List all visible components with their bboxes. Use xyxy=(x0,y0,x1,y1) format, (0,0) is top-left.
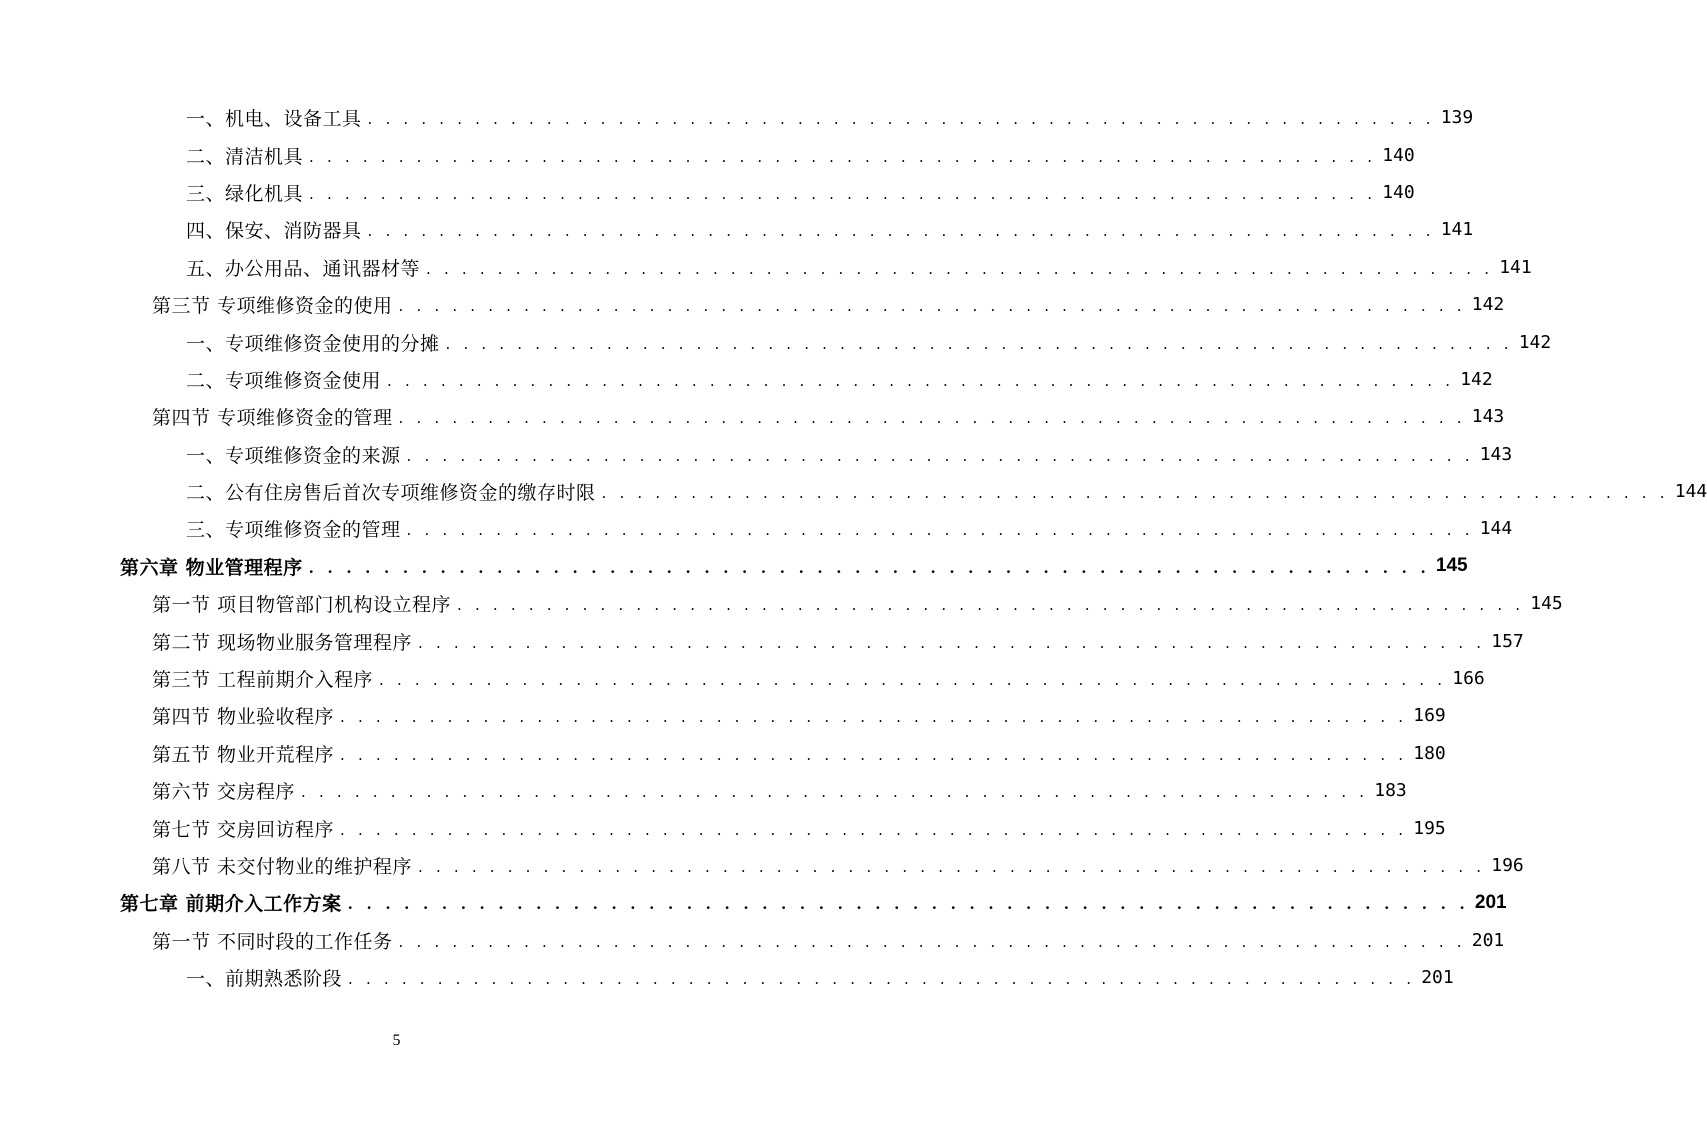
toc-dot-leader: . . . . . . . . . . . . . . . . . . . . . . . . . . . . . . . . . . . . . . . . . . . . . . . . . . . . . . . . . . . . xyxy=(340,708,1408,727)
toc-section-entry[interactable] xyxy=(0,585,1563,622)
toc-subsection-entry[interactable] xyxy=(0,174,1415,211)
toc-entry-title: 第一节 项目物管部门机构设立程序 xyxy=(152,594,452,617)
toc-entry-page: 180 xyxy=(1413,742,1446,764)
toc-entry-title: 第二节 现场物业服务管理程序 xyxy=(152,631,413,654)
toc-entry-title: 三、绿化机具 xyxy=(186,182,304,205)
toc-dot-leader: . . . . . . . . . . . . . . . . . . . . . . . . . . . . . . . . . . . . . . . . . . . . . . . . . . . . . . . . . . . . xyxy=(445,334,1513,353)
toc-entry-page: 144 xyxy=(1479,518,1513,540)
toc-entry-title: 一、机电、设备工具 xyxy=(186,108,362,131)
toc-dot-leader: . . . . . . . . . . . . . . . . . . . . . . . . . . . . . . . . . . . . . . . . . . . . . . . . . . . . . . . . . . . . xyxy=(347,895,1469,914)
toc-dot-leader: . . . . . . . . . . . . . . . . . . . . . . . . . . . . . . . . . . . . . . . . . . . . . . . . . . . . . . . . . . . . xyxy=(601,484,1669,503)
toc-chapter-entry[interactable] xyxy=(0,548,1468,585)
toc-section-entry[interactable] xyxy=(0,660,1485,697)
toc-subsection-entry[interactable] xyxy=(0,959,1454,996)
toc-entry-title: 三、专项维修资金的管理 xyxy=(186,519,401,542)
toc-subsection-entry[interactable] xyxy=(0,99,1474,136)
toc-entry-page: 195 xyxy=(1413,817,1446,839)
toc-dot-leader: . . . . . . . . . . . . . . . . . . . . . . . . . . . . . . . . . . . . . . . . . . . . . . . . . . . . . . . . . . . . xyxy=(301,783,1369,802)
toc-entry-title: 二、清洁机具 xyxy=(186,145,304,168)
toc-entry-title: 第四节 专项维修资金的管理 xyxy=(152,407,393,430)
toc-entry-page: 183 xyxy=(1374,780,1407,802)
toc-section-entry[interactable] xyxy=(0,809,1446,846)
toc-dot-leader: . . . . . . . . . . . . . . . . . . . . . . . . . . . . . . . . . . . . . . . . . . . . . . . . . . . . . . . . . . . . xyxy=(308,558,1430,577)
toc-dot-leader: . . . . . . . . . . . . . . . . . . . . . . . . . . . . . . . . . . . . . . . . . . . . . . . . . . . . . . . . . . . . xyxy=(406,446,1474,465)
toc-dot-leader: . . . . . . . . . . . . . . . . . . . . . . . . . . . . . . . . . . . . . . . . . . . . . . . . . . . . . . . . . . . . xyxy=(387,371,1455,390)
toc-dot-leader: . . . . . . . . . . . . . . . . . . . . . . . . . . . . . . . . . . . . . . . . . . . . . . . . . . . . . . . . . . . . xyxy=(418,858,1486,876)
toc-entry-title: 第八节 未交付物业的维护程序 xyxy=(152,856,413,878)
toc-dot-leader: . . . . . . . . . . . . . . . . . . . . . . . . . . . . . . . . . . . . . . . . . . . . . . . . . . . . . . . . . . . . xyxy=(348,970,1416,989)
toc-dot-leader: . . . . . . . . . . . . . . . . . . . . . . . . . . . . . . . . . . . . . . . . . . . . . . . . . . . . . . . . . . . . xyxy=(406,521,1474,540)
toc-entry-page: 166 xyxy=(1452,668,1485,690)
toc-entry-page: 140 xyxy=(1382,181,1415,203)
toc-dot-leader: . . . . . . . . . . . . . . . . . . . . . . . . . . . . . . . . . . . . . . . . . . . . . . . . . . . . . . . . . . . . xyxy=(340,820,1408,839)
toc-dot-leader: . . . . . . . . . . . . . . . . . . . . . . . . . . . . . . . . . . . . . . . . . . . . . . . . . . . . . . . . . . . . xyxy=(309,184,1377,203)
toc-entry-title: 二、公有住房售后首次专项维修资金的缴存时限 xyxy=(186,482,596,505)
toc-subsection-entry[interactable] xyxy=(0,249,1532,286)
toc-entry-title: 一、专项维修资金使用的分摊 xyxy=(186,332,440,355)
toc-entry-title: 第七章 前期介入工作方案 xyxy=(120,893,342,916)
toc-subsection-entry[interactable] xyxy=(0,323,1552,360)
toc-entry-title: 五、办公用品、通讯器材等 xyxy=(186,257,421,280)
toc-entry-title: 第六节 交房程序 xyxy=(152,781,296,804)
toc-entry-title: 第三节 专项维修资金的使用 xyxy=(152,295,393,318)
toc-entry-page: 142 xyxy=(1518,331,1552,353)
toc-entry-title: 第四节 物业验收程序 xyxy=(152,706,335,729)
toc-subsection-entry[interactable] xyxy=(0,211,1474,248)
toc-entry-title: 一、前期熟悉阶段 xyxy=(186,968,343,991)
toc-section-entry[interactable] xyxy=(0,772,1407,809)
toc-dot-leader: . . . . . . . . . . . . . . . . . . . . . . . . . . . . . . . . . . . . . . . . . . . . . . . . . . . . . . . . . . . . xyxy=(398,932,1466,951)
toc-entry-title: 一、专项维修资金的来源 xyxy=(186,444,401,467)
toc-entry-page: 141 xyxy=(1440,219,1474,241)
toc-entry-title: 四、保安、消防器具 xyxy=(186,220,362,243)
toc-dot-leader: . . . . . . . . . . . . . . . . . . . . . . . . . . . . . . . . . . . . . . . . . . . . . . . . . . . . . . . . . . . . xyxy=(309,147,1377,166)
toc-dot-leader: . . . . . . . . . . . . . . . . . . . . . . . . . . . . . . . . . . . . . . . . . . . . . . . . . . . . . . . . . . . . xyxy=(367,222,1435,241)
toc-section-entry[interactable] xyxy=(0,847,1524,884)
toc-entry-title: 第一节 不同时段的工作任务 xyxy=(152,930,393,953)
toc-entry-page: 157 xyxy=(1491,630,1524,652)
toc-subsection-entry[interactable] xyxy=(0,136,1415,173)
toc-subsection-entry[interactable] xyxy=(0,510,1513,547)
toc-entry-title: 二、专项维修资金使用 xyxy=(186,369,382,392)
toc-entry-title: 第五节 物业开荒程序 xyxy=(152,743,335,766)
toc-entry-page: 142 xyxy=(1471,294,1505,316)
toc-entry-page: 145 xyxy=(1435,555,1468,577)
toc-entry-page: 145 xyxy=(1530,593,1563,615)
toc-subsection-entry[interactable] xyxy=(0,473,1707,510)
toc-entry-page: 139 xyxy=(1440,107,1474,129)
table-of-contents xyxy=(0,99,1707,996)
page-number: 5 xyxy=(392,1032,401,1049)
toc-entry-page: 141 xyxy=(1499,256,1532,278)
toc-entry-title: 第三节 工程前期介入程序 xyxy=(152,669,374,692)
toc-section-entry[interactable] xyxy=(0,697,1446,734)
toc-subsection-entry[interactable] xyxy=(0,361,1493,398)
toc-dot-leader: . . . . . . . . . . . . . . . . . . . . . . . . . . . . . . . . . . . . . . . . . . . . . . . . . . . . . . . . . . . . xyxy=(457,596,1525,615)
toc-dot-leader: . . . . . . . . . . . . . . . . . . . . . . . . . . . . . . . . . . . . . . . . . . . . . . . . . . . . . . . . . . . . xyxy=(418,633,1486,652)
toc-entry-title: 第七节 交房回访程序 xyxy=(152,818,335,841)
toc-entry-page: 201 xyxy=(1471,929,1505,951)
toc-entry-page: 196 xyxy=(1491,855,1524,876)
toc-section-entry[interactable] xyxy=(0,735,1446,772)
toc-section-entry[interactable] xyxy=(0,286,1505,323)
toc-entry-page: 201 xyxy=(1421,967,1454,989)
toc-section-entry[interactable] xyxy=(0,622,1524,659)
toc-entry-page: 142 xyxy=(1460,368,1493,390)
toc-entry-page: 144 xyxy=(1674,481,1707,503)
toc-dot-leader: . . . . . . . . . . . . . . . . . . . . . . . . . . . . . . . . . . . . . . . . . . . . . . . . . . . . . . . . . . . . xyxy=(426,259,1494,278)
toc-dot-leader: . . . . . . . . . . . . . . . . . . . . . . . . . . . . . . . . . . . . . . . . . . . . . . . . . . . . . . . . . . . . xyxy=(398,409,1466,428)
toc-subsection-entry[interactable] xyxy=(0,436,1513,473)
toc-entry-page: 201 xyxy=(1474,891,1507,913)
toc-dot-leader: . . . . . . . . . . . . . . . . . . . . . . . . . . . . . . . . . . . . . . . . . . . . . . . . . . . . . . . . . . . . xyxy=(379,671,1447,690)
toc-entry-page: 140 xyxy=(1382,144,1415,166)
toc-entry-page: 143 xyxy=(1471,406,1505,428)
toc-dot-leader: . . . . . . . . . . . . . . . . . . . . . . . . . . . . . . . . . . . . . . . . . . . . . . . . . . . . . . . . . . . . xyxy=(340,745,1408,764)
toc-section-entry[interactable] xyxy=(0,398,1505,435)
toc-dot-leader: . . . . . . . . . . . . . . . . . . . . . . . . . . . . . . . . . . . . . . . . . . . . . . . . . . . . . . . . . . . . xyxy=(367,110,1435,129)
toc-chapter-entry[interactable] xyxy=(0,884,1507,921)
toc-section-entry[interactable] xyxy=(0,922,1505,959)
toc-entry-page: 143 xyxy=(1479,443,1513,465)
toc-entry-title: 第六章 物业管理程序 xyxy=(120,556,303,579)
toc-dot-leader: . . . . . . . . . . . . . . . . . . . . . . . . . . . . . . . . . . . . . . . . . . . . . . . . . . . . . . . . . . . . xyxy=(398,297,1466,316)
toc-entry-page: 169 xyxy=(1413,705,1446,727)
